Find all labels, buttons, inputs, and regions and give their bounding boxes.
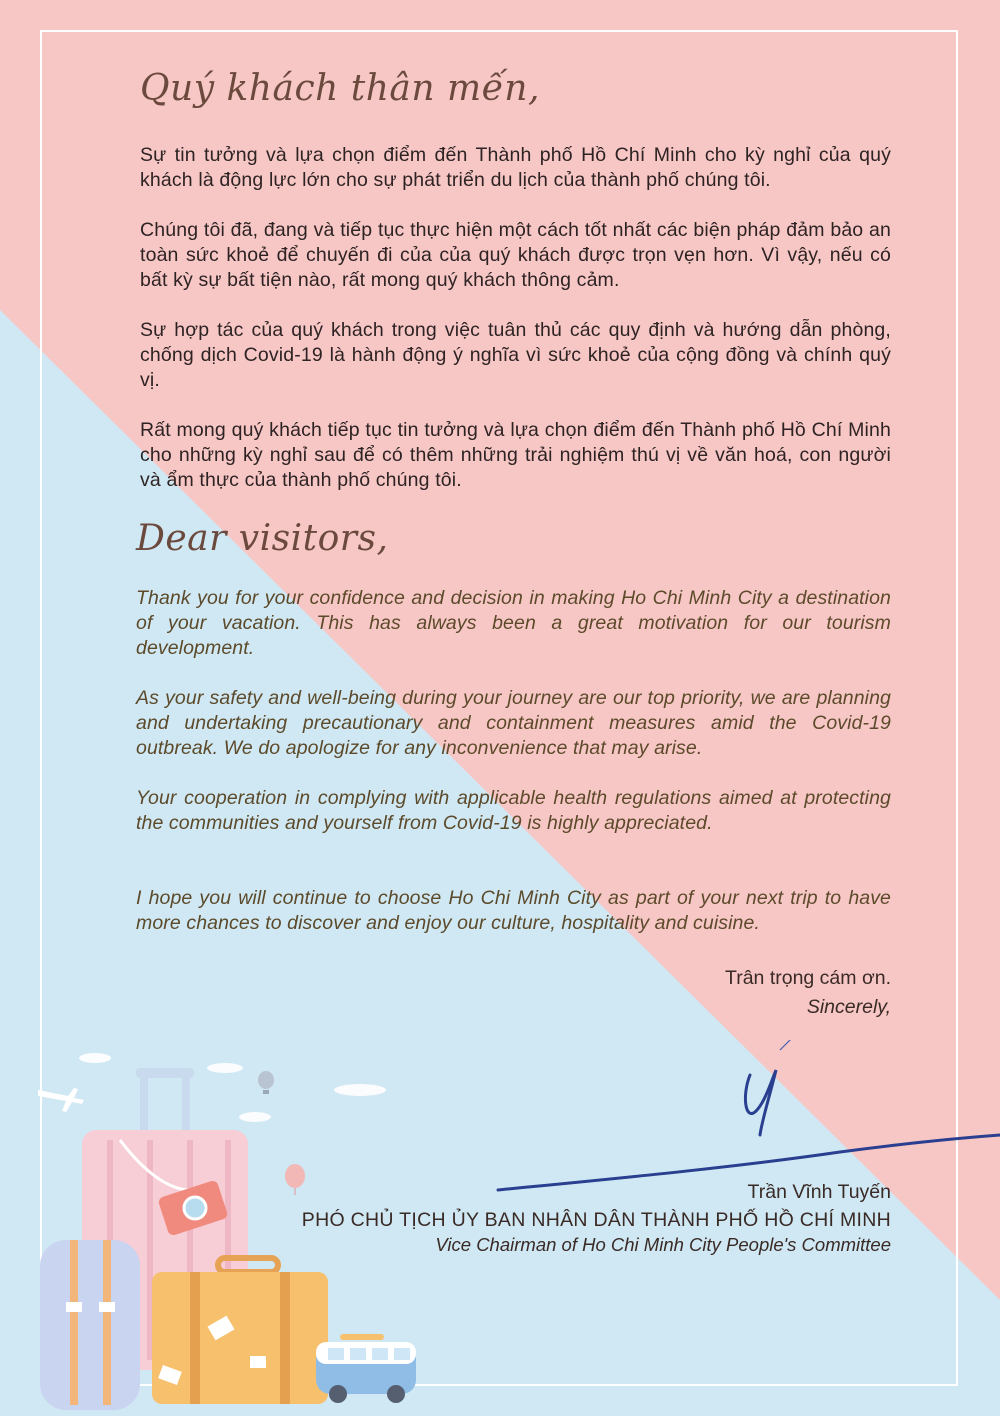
vietnamese-paragraph-3: Sự hợp tác của quý khách trong việc tuân thủ các quy định và hướng dẫn phòng, chống dịch Covid-19 là hành động ý nghĩa vì sức khoẻ của cộng đồng và chính quý vị. — [140, 319, 891, 391]
greeting-english: Dear visitors, — [136, 518, 389, 559]
closing-vietnamese: Trân trọng cám ơn. — [725, 967, 891, 989]
vietnamese-paragraph-1: Sự tin tưởng và lựa chọn điểm đến Thành phố Hồ Chí Minh cho kỳ nghỉ của quý khách là động lực lớn cho sự phát triển du lịch của thành phố chúng tôi. — [140, 144, 891, 191]
vietnamese-paragraph-2: Chúng tôi đã, đang và tiếp tục thực hiện một cách tốt nhất các biện pháp đảm bảo an toàn sức khoẻ để chuyến đi của của quý khách được trọn vẹn hơn. Vì vậy, nếu có bất kỳ sự bất tiện nào, rất mong quý khách thông cảm. — [140, 219, 891, 291]
van-icon — [316, 1334, 416, 1403]
airplane-icon — [38, 1088, 84, 1112]
english-paragraph-3: Your cooperation in complying with applicable health regulations aimed at protecting the communities and yourself from Covid-19 is highly appreciated. — [136, 787, 891, 834]
signatory-title-vietnamese: PHÓ CHỦ TỊCH ỦY BAN NHÂN DÂN THÀNH PHỐ HỒ CHÍ MINH — [301, 1209, 891, 1231]
greeting-vietnamese: Quý khách thân mến, — [140, 68, 540, 109]
backpack-icon — [40, 1240, 140, 1410]
vietnamese-paragraph-4: Rất mong quý khách tiếp tục tin tưởng và lựa chọn điểm đến Thành phố Hồ Chí Minh cho những kỳ nghỉ sau để có thêm những trải nghiệm thú vị về văn hoá, con người và ẩm thực của thành phố chúng tôi. — [140, 419, 891, 491]
travel-illustration — [0, 1040, 440, 1416]
english-paragraph-4: I hope you will continue to choose Ho Chi Minh City as part of your next trip to have more chances to discover and enjoy our culture, hospitality and cuisine. — [136, 887, 891, 934]
small-balloon-icon — [285, 1164, 305, 1195]
signatory-name: Trần Vĩnh Tuyến — [747, 1181, 891, 1203]
handwritten-signature — [480, 1040, 1000, 1210]
signatory-title-english: Vice Chairman of Ho Chi Minh City People's Committee — [435, 1234, 891, 1255]
closing-english: Sincerely, — [806, 996, 891, 1018]
clouds-icon — [79, 1053, 386, 1122]
hot-air-balloon-icon — [258, 1071, 274, 1094]
english-paragraph-2: As your safety and well-being during your journey are our top priority, we are planning and undertaking precautionary and containment measures amid the Covid-19 outbreak. We do apologize for any inconvenience that may arise. — [136, 687, 891, 759]
english-paragraph-1: Thank you for your confidence and decision in making Ho Chi Minh City a destination of your vacation. This has always been a great motivation for our tourism development. — [136, 587, 891, 659]
suitcase-yellow-icon — [152, 1258, 328, 1404]
